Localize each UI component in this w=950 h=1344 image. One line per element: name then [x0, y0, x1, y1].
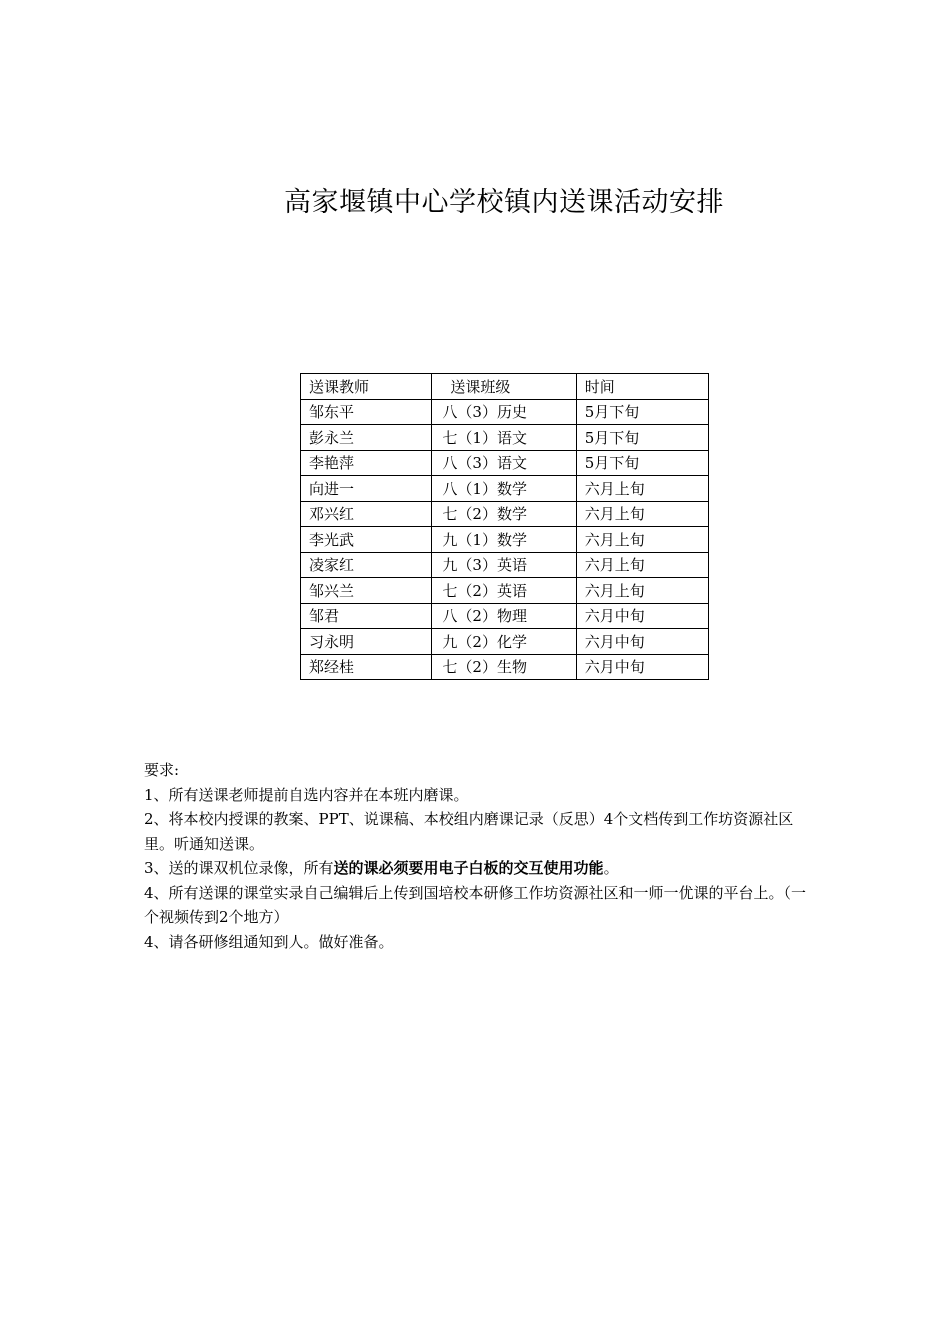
cell-class: 七（2）数学: [432, 501, 576, 527]
cell-class: 八（3）历史: [432, 399, 576, 425]
cell-time: 5月下旬: [576, 425, 708, 451]
table-row: [301, 603, 709, 629]
requirement-item-4: 4、所有送课的课堂实录自己编辑后上传到国培校本研修工作坊资源社区和一师一优课的平台上。（一个视频传到2个地方）: [144, 883, 807, 926]
schedule-table: [300, 373, 709, 680]
table-row: [301, 450, 709, 476]
header-class: 送课班级: [432, 374, 576, 400]
cell-class: 七（2）生物: [432, 654, 576, 680]
cell-class: 八（1）数学: [432, 476, 576, 502]
cell-time: 5月下旬: [576, 450, 708, 476]
table-row: [301, 629, 709, 655]
header-time: 时间: [576, 374, 708, 400]
requirement-item-3-emphasis: 送的课必须要用电子白板的交互使用功能: [333, 859, 604, 877]
cell-class: 九（2）化学: [432, 629, 576, 655]
cell-time: 六月上旬: [576, 527, 708, 553]
cell-time: 5月下旬: [576, 399, 708, 425]
table-row: [301, 552, 709, 578]
table-row: [301, 501, 709, 527]
cell-class: 八（3）语文: [432, 450, 576, 476]
cell-class: 七（1）语文: [432, 425, 576, 451]
table-row: [301, 527, 709, 553]
table-row: [301, 425, 709, 451]
cell-time: 六月上旬: [576, 552, 708, 578]
table-row: [301, 578, 709, 604]
cell-time: 六月上旬: [576, 501, 708, 527]
cell-teacher: 邹东平: [301, 399, 432, 425]
cell-time: 六月中旬: [576, 654, 708, 680]
requirement-item-3-suffix: 。: [603, 859, 619, 877]
cell-teacher: 邓兴红: [301, 501, 432, 527]
header-teacher: 送课教师: [301, 374, 432, 400]
cell-teacher: 凌家红: [301, 552, 432, 578]
cell-teacher: 向进一: [301, 476, 432, 502]
requirement-item-3: [144, 856, 814, 881]
table-header-row: [301, 374, 709, 400]
requirement-item-5: 4、请各研修组通知到人。做好准备。: [144, 932, 394, 951]
cell-class: 七（2）英语: [432, 578, 576, 604]
cell-class: 九（1）数学: [432, 527, 576, 553]
cell-time: 六月上旬: [576, 578, 708, 604]
table-row: [301, 399, 709, 425]
cell-class: 九（3）英语: [432, 552, 576, 578]
cell-teacher: 郑经桂: [301, 654, 432, 680]
cell-class: 八（2）物理: [432, 603, 576, 629]
cell-teacher: 邹兴兰: [301, 578, 432, 604]
cell-time: 六月上旬: [576, 476, 708, 502]
cell-teacher: 李艳萍: [301, 450, 432, 476]
cell-teacher: 邹君: [301, 603, 432, 629]
cell-teacher: 彭永兰: [301, 425, 432, 451]
requirement-item-3-prefix: 3、送的课双机位录像，所有: [144, 859, 334, 877]
cell-time: 六月中旬: [576, 603, 708, 629]
cell-teacher: 李光武: [301, 527, 432, 553]
cell-time: 六月中旬: [576, 629, 708, 655]
requirement-item-2: 2、将本校内授课的教案、PPT、说课稿、本校组内磨课记录（反思）4个文档传到工作坊资源社区里。听通知送课。: [144, 810, 794, 853]
requirements-heading: 要求:: [144, 761, 180, 779]
table-row: [301, 654, 709, 680]
cell-teacher: 习永明: [301, 629, 432, 655]
requirement-item-1: 1、所有送课老师提前自选内容并在本班内磨课。: [144, 785, 469, 804]
table-row: [301, 476, 709, 502]
page-title: 高家堰镇中心学校镇内送课活动安排: [284, 187, 724, 218]
requirements-section: [144, 758, 814, 954]
